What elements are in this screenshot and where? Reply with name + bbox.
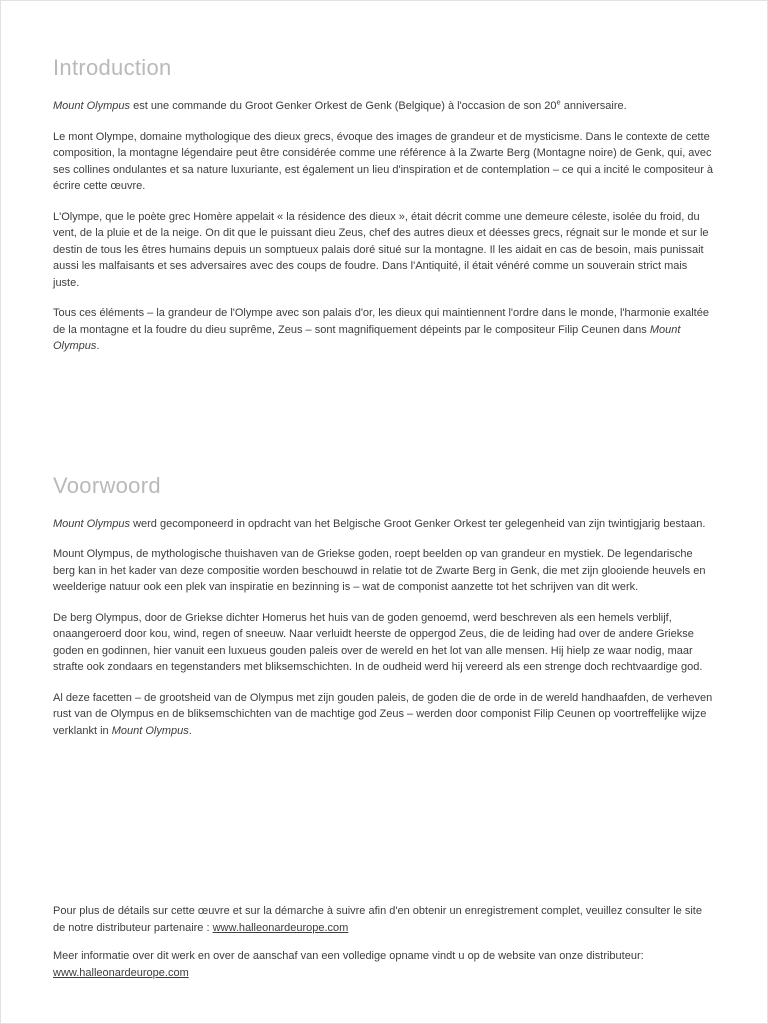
text-run: Pour plus de détails sur cette œuvre et sur la démarche à suivre afin d'en obtenir un enregistrement complet, veuillez consulter le site de notre distributeur partenaire : (53, 905, 702, 934)
italic-text: Mount Olympus (53, 323, 681, 352)
introduction-paragraph-4 (53, 305, 715, 355)
text-run: Al deze facetten – de grootsheid van de Olympus met zijn gouden paleis, de goden die de orde in de wereld handhaafden, de verheven rust van de Olympus en de bliksemschichten van de machtige god Zeus – werden door componist Filip Ceunen op voortreffelijke wijze verklankt in (53, 691, 713, 737)
section-voorwoord (53, 473, 715, 740)
section-introduction (53, 55, 715, 355)
text-run: anniversaire. (560, 100, 627, 112)
distributor-link[interactable]: www.halleonardeurope.com (53, 966, 189, 979)
page-content (1, 1, 767, 739)
introduction-paragraph-2 (53, 129, 715, 195)
text-run: est une commande du Groot Genker Orkest de Genk (Belgique) à l'occasion de son 20 (130, 100, 557, 112)
italic-text: Mount Olympus (111, 724, 189, 737)
voorwoord-title: Voorwoord (53, 472, 161, 498)
text-run: Le mont Olympe, domaine mythologique des dieux grecs, évoque des images de grandeur et de mysticisme. Dans le contexte de cette composition, la montagne légendaire peut être considérée comme une référence à la Zwarte Berg (Montagne noire) de Genk, qui, avec ses collines ondulantes et sa nature luxuriante, est également un lieu d'inspiration et de contemplation – ce qui a incité le compositeur à écrire cette œuvre. (53, 130, 714, 192)
italic-text: Mount Olympus (53, 100, 131, 112)
voorwoord-paragraph-2 (53, 546, 715, 596)
page-footer (53, 903, 715, 981)
voorwoord-paragraph-1 (53, 516, 715, 533)
voorwoord-paragraph-4 (53, 690, 715, 740)
introduction-paragraph-1 (53, 98, 715, 115)
text-run: Tous ces éléments – la grandeur de l'Olympe avec son palais d'or, les dieux qui maintiennent l'ordre dans le monde, l'harmonie exaltée de la montagne et la foudre du dieu suprême, Zeus – sont magnifiquement dépeints par le compositeur Filip Ceunen dans (53, 307, 709, 336)
italic-text: Mount Olympus (53, 517, 131, 530)
text-run: . (188, 724, 192, 737)
text-run: Mount Olympus, de mythologische thuishaven van de Griekse goden, roept beelden op van grandeur en mystiek. De legendarische berg kan in het kader van deze compositie worden beschouwd in relatie tot de Zwarte Berg in Genk, die met zijn glooiende heuvels en weelderige natuur ook een plek van inspiratie en bezinning is – wat de componist aanzette tot het schrijven van dit werk. (53, 548, 706, 593)
superscript-text: e (556, 97, 561, 107)
text-run: werd gecomponeerd in opdracht van het Belgische Groot Genker Orkest ter gelegenheid van zijn twintigjarig bestaan. (130, 517, 706, 530)
distributor-link[interactable]: www.halleonardeurope.com (212, 921, 349, 934)
introduction-title: Introduction (53, 55, 172, 80)
text-run: Meer informatie over dit werk en over de aanschaf van een volledige opname vindt u op de website van onze distributeur: (53, 950, 644, 962)
text-run: De berg Olympus, door de Griekse dichter Homerus het huis van de goden genoemd, werd beschreven als een hemels verblijf, onaangeroerd door kou, wind, regen of sneeuw. Naar verluidt heerste de oppergod Zeus, die de leiding had over de andere Griekse goden en godinnen, hier vanuit een luxueus gouden paleis over de wereld en het lot van alle mensen. Hij hielp ze waar nodig, maar strafte ook zondaars en tegenstanders met bliksemschichten. In de oudheid werd hij vereerd als een strenge doch rechtvaardige god. (53, 611, 703, 673)
footer-note-dutch (53, 948, 715, 981)
text-run: L'Olympe, que le poète grec Homère appelait « la résidence des dieux », était décrit comme une demeure céleste, isolée du froid, du vent, de la pluie et de la neige. On dit que le puissant dieu Zeus, chef des autres dieux et déesses grecs, régnait sur le monde et sur le destin de tous les êtres humains depuis un somptueux palais doré situé sur la montagne. Il les aidait en cas de besoin, mais punissait aussi les malfaisants et ses adversaires avec des coups de foudre. Dans l'Antiquité, il était vénéré comme un souverain strict mais juste. (53, 210, 709, 289)
introduction-paragraph-3 (53, 209, 715, 292)
footer-note-french (53, 903, 715, 936)
text-run: . (96, 340, 100, 352)
voorwoord-paragraph-3 (53, 610, 715, 676)
